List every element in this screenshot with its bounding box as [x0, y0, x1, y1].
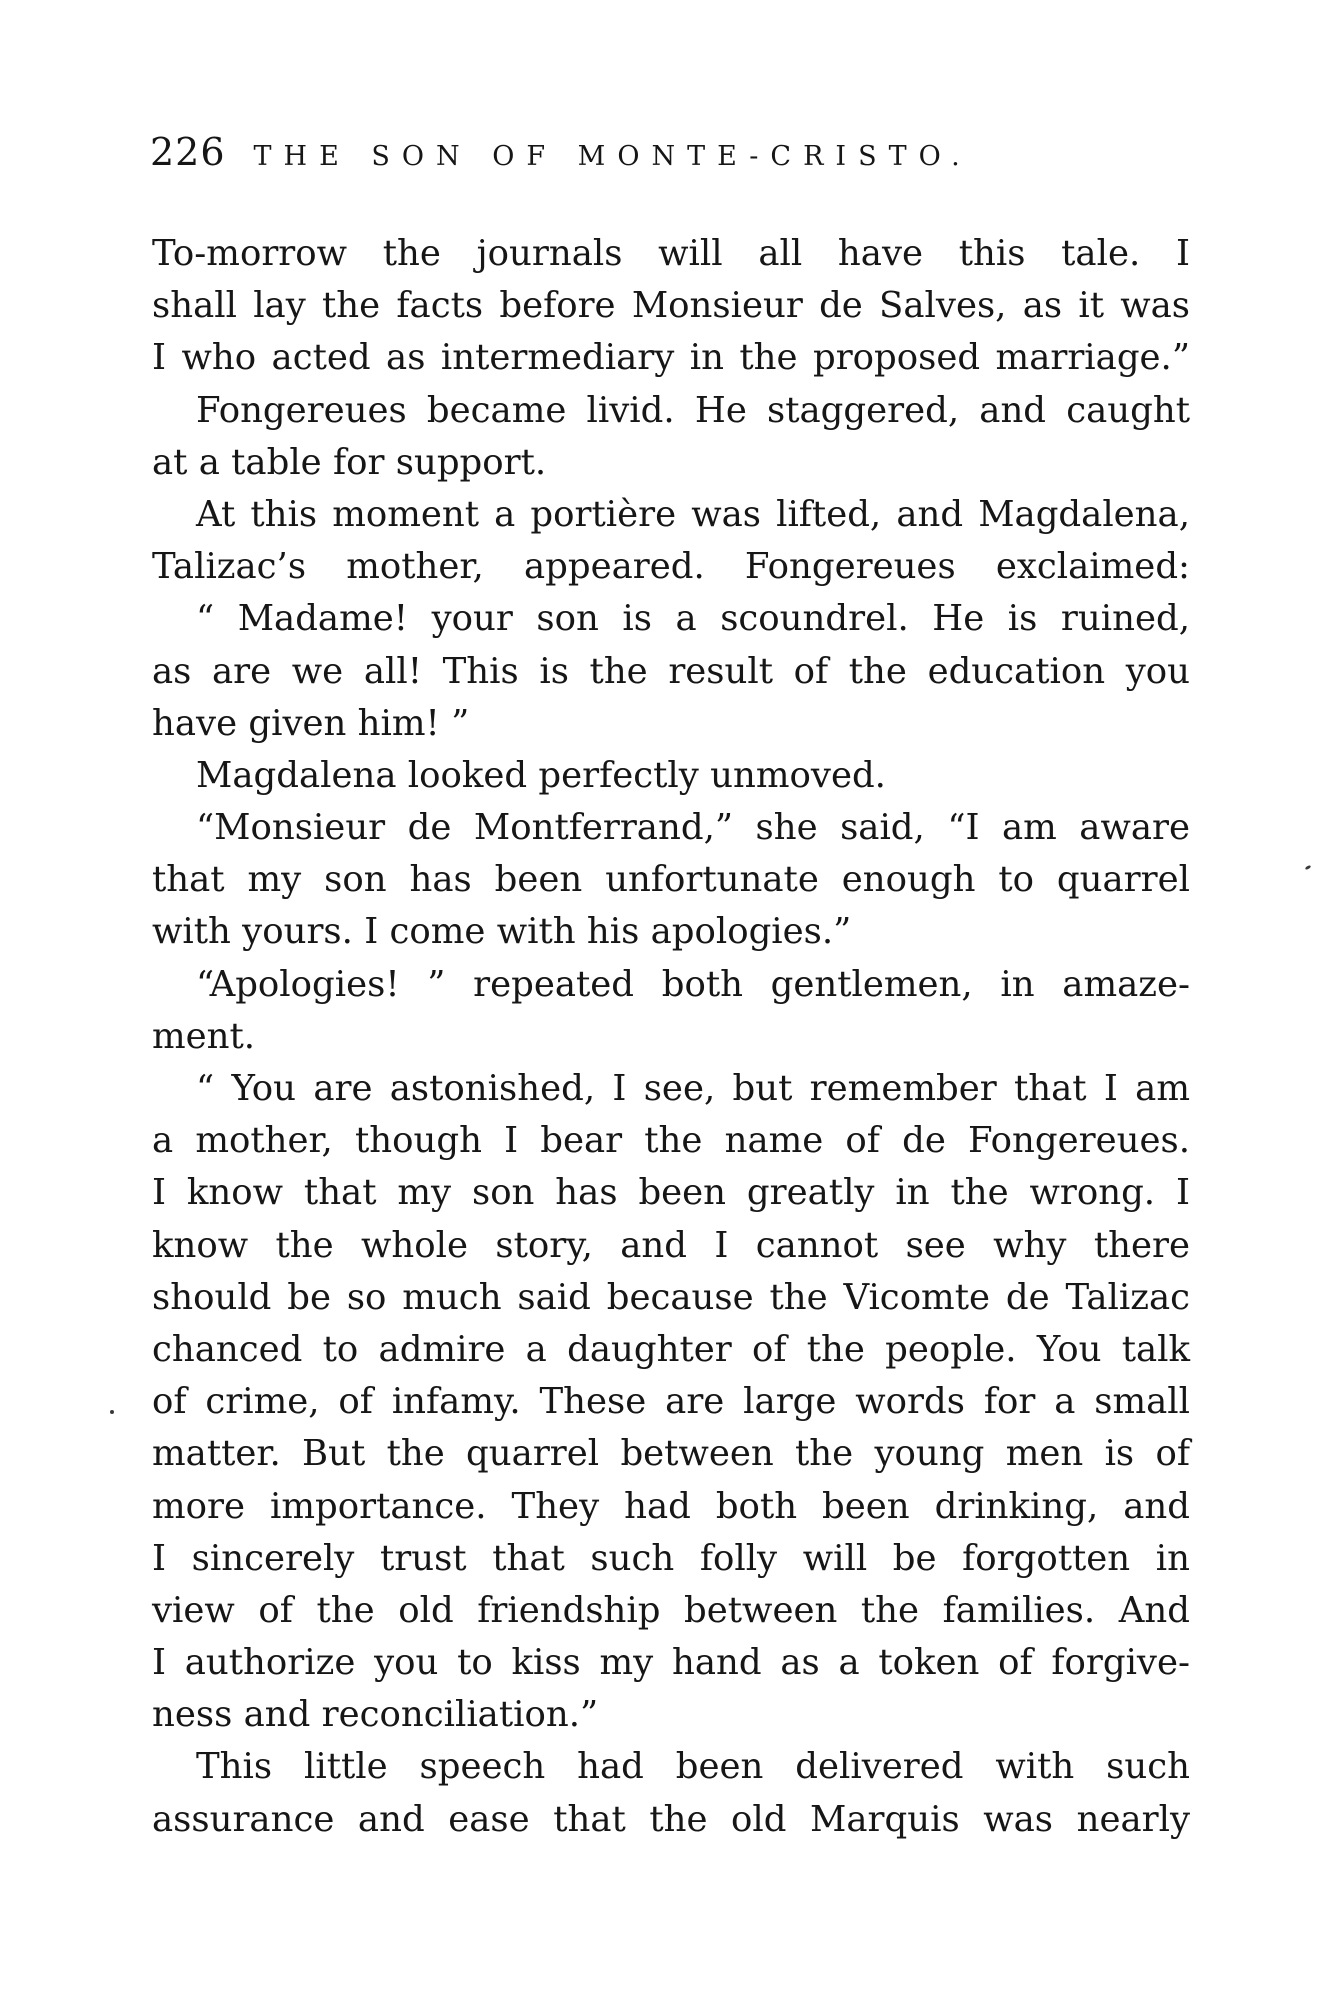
text-line: view of the old friendship between the families. And	[152, 1589, 1190, 1631]
text-line: as are we all! This is the result of the education you	[152, 650, 1190, 692]
page-number: 226	[150, 130, 226, 174]
text-line: “ You are astonished, I see, but remember that I am	[196, 1068, 1190, 1109]
book-title: THE SON OF MONTE-CRISTO.	[253, 141, 972, 172]
text-line: matter. But the quarrel between the young men is of	[152, 1433, 1190, 1475]
text-line: ness and reconciliation.”	[152, 1694, 599, 1736]
text-line: “ Madame! your son is a scoundrel. He is ruined,	[196, 598, 1190, 640]
text-line: I authorize you to kiss my hand as a token of forgive-	[152, 1642, 1190, 1684]
text-line: Talizac’s mother, appeared. Fongereues exclaimed:	[152, 546, 1190, 588]
text-line: should be so much said because the Vicomte de Talizac	[152, 1276, 1190, 1318]
text-line: that my son has been unfortunate enough to quarrel	[152, 859, 1190, 901]
text-line: shall lay the facts before Monsieur de Salves, as it was	[152, 285, 1190, 327]
text-line: more importance. They had both been drinking, and	[152, 1485, 1190, 1527]
print-speck	[1305, 865, 1312, 871]
text-line: of crime, of infamy. These are large words for a small	[152, 1381, 1190, 1423]
text-line: with yours. I come with his apologies.”	[152, 911, 852, 953]
text-line: This little speech had been delivered with such	[196, 1746, 1190, 1788]
text-line: I sincerely trust that such folly will be forgotten in	[152, 1537, 1190, 1579]
text-line: At this moment a portière was lifted, and Magdalena,	[196, 493, 1190, 535]
text-line: “Monsieur de Montferrand,” she said, “I am aware	[196, 807, 1190, 849]
text-line: know the whole story, and I cannot see why there	[152, 1224, 1190, 1266]
text-line: I who acted as intermediary in the proposed marriage.”	[152, 337, 1190, 379]
running-head	[150, 130, 1220, 180]
text-line: a mother, though I bear the name of de Fongereues.	[152, 1120, 1190, 1162]
text-line: I know that my son has been greatly in the wrong. I	[152, 1172, 1190, 1214]
text-line: at a table for support.	[152, 441, 547, 483]
text-line: Fongereues became livid. He staggered, and caught	[196, 389, 1190, 431]
text-line: have given him! ”	[152, 702, 470, 744]
text-line: chanced to admire a daughter of the people. You talk	[152, 1328, 1190, 1370]
text-line: assurance and ease that the old Marquis was nearly	[152, 1798, 1190, 1840]
text-line: To-morrow the journals will all have this tale. I	[152, 233, 1190, 274]
text-line: Magdalena looked perfectly unmoved.	[196, 754, 886, 796]
print-speck	[110, 1410, 114, 1414]
body-text	[152, 228, 1190, 1846]
text-line: “Apologies! ” repeated both gentlemen, in amaze-	[196, 963, 1190, 1005]
text-line: ment.	[152, 1015, 256, 1057]
